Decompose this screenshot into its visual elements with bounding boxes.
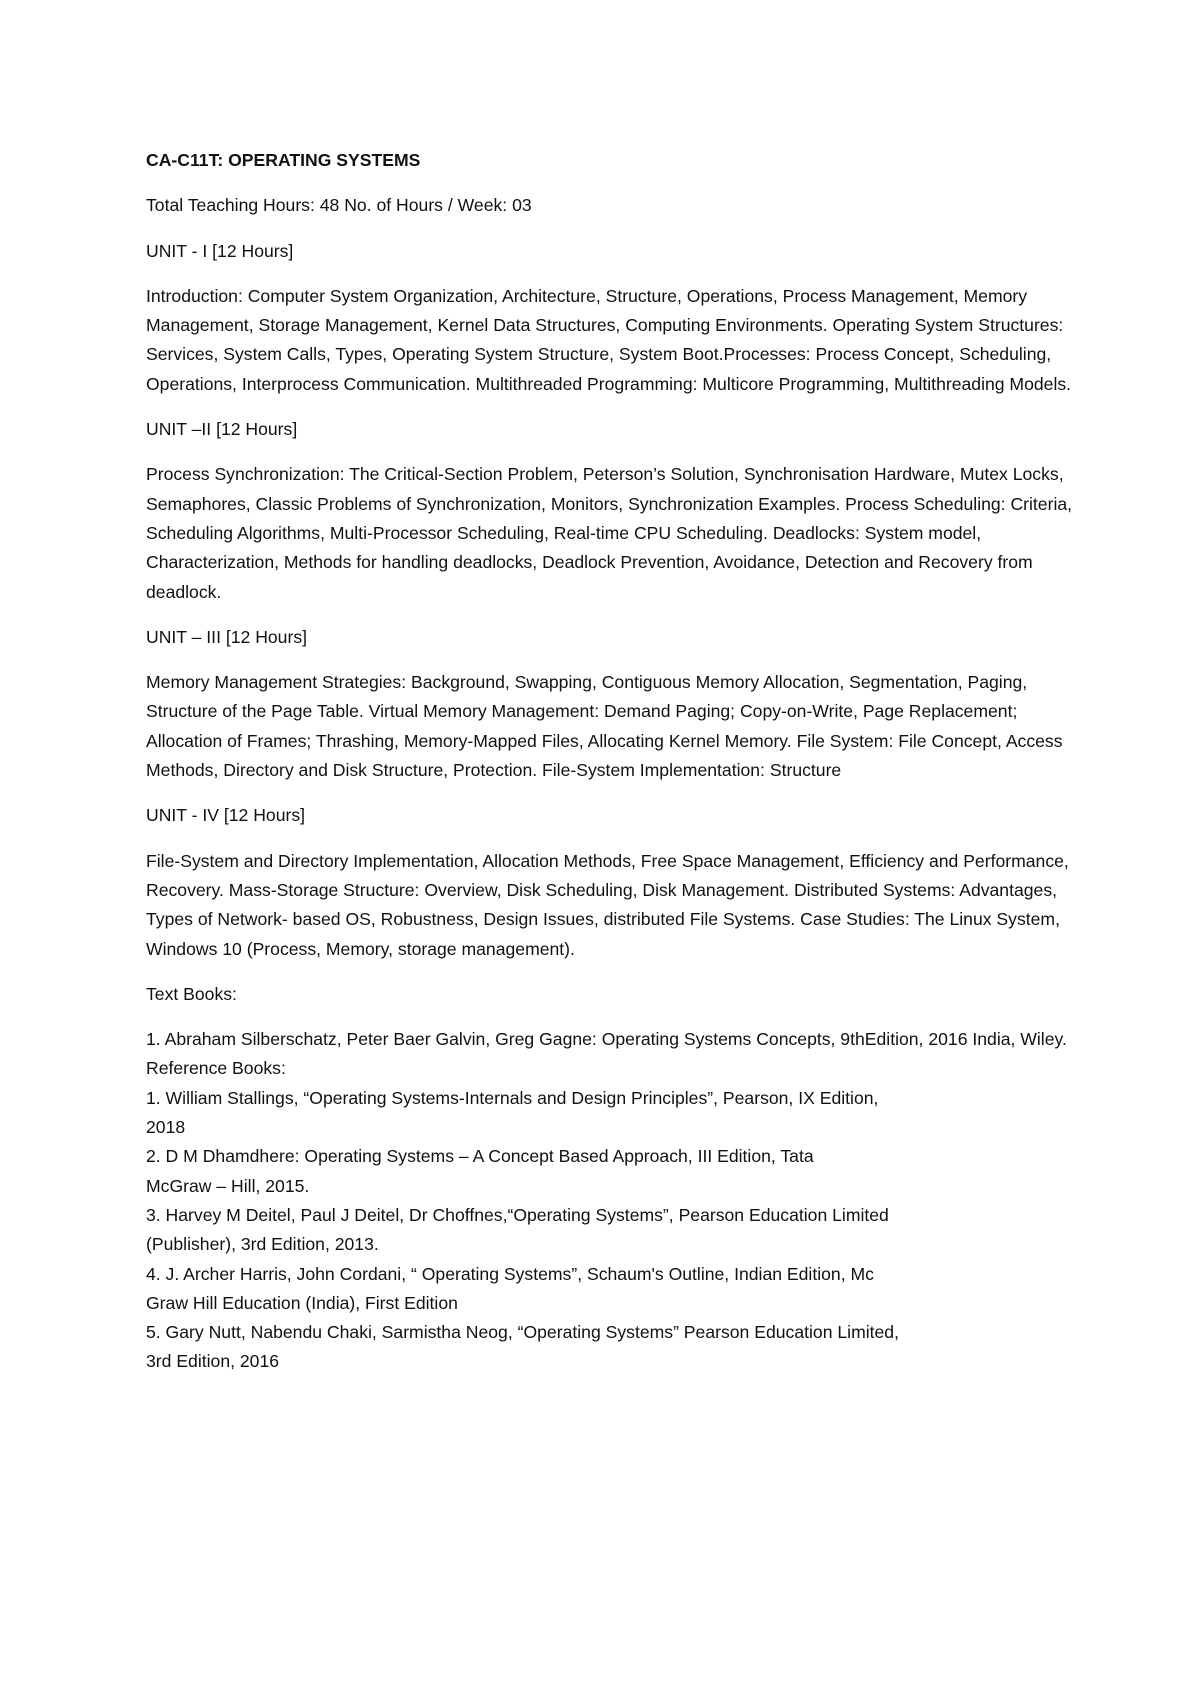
unit-4-heading: UNIT - IV [12 Hours] xyxy=(146,805,306,826)
text-book-item: 1. Abraham Silberschatz, Peter Baer Galvin, Greg Gagne: Operating Systems Concepts, 9thEdition, 2016 India, Wiley. xyxy=(146,1029,1067,1050)
reference-book-line: 2018 xyxy=(146,1117,186,1138)
unit-3-heading: UNIT – III [12 Hours] xyxy=(146,626,308,647)
unit-2-body: Process Synchronization: The Critical-Section Problem, Peterson’s Solution, Synchronisation Hardware, Mutex Locks, Semaphores, Classic Problems of Synchronization, Monitors, Synchronization Examples. Process Scheduling: Criteria, Scheduling Algorithms, Multi-Processor Scheduling, Real-time CPU Scheduling. Deadlocks: System model, Characterization, Methods for handling deadlocks, Deadlock Prevention, Avoidance, Detection and Recovery from deadlock. xyxy=(146,464,1073,602)
reference-book-line: Graw Hill Education (India), First Edition xyxy=(146,1292,458,1313)
reference-book-line: 1. William Stallings, “Operating Systems-Internals and Design Principles”, Pearson, IX Edition, xyxy=(146,1087,879,1108)
text-books-list xyxy=(146,1025,1076,1377)
unit-4-body: File-System and Directory Implementation, Allocation Methods, Free Space Management, Efficiency and Performance, Recovery. Mass-Storage Structure: Overview, Disk Scheduling, Disk Management. Distributed Systems: Advantages, Types of Network- based OS, Robustness, Design Issues, distributed File Systems. Case Studies: The Linux System, Windows 10 (Process, Memory, storage management). xyxy=(146,850,1069,959)
reference-book-line: 4. J. Archer Harris, John Cordani, “ Operating Systems”, Schaum's Outline, Indian Edition, Mc xyxy=(146,1263,874,1284)
reference-book-item-4 xyxy=(146,1260,1076,1319)
reference-book-line: McGraw – Hill, 2015. xyxy=(146,1175,310,1196)
reference-book-line: 3. Harvey M Deitel, Paul J Deitel, Dr Choffnes,“Operating Systems”, Pearson Education Limited xyxy=(146,1204,889,1225)
reference-book-item-3 xyxy=(146,1201,1076,1260)
teaching-hours: Total Teaching Hours: 48 No. of Hours / Week: 03 xyxy=(146,195,532,216)
reference-book-line: 3rd Edition, 2016 xyxy=(146,1351,280,1372)
reference-book-line: 2. D M Dhamdhere: Operating Systems – A Concept Based Approach, III Edition, Tata xyxy=(146,1146,814,1167)
reference-books-heading: Reference Books: xyxy=(146,1058,286,1079)
reference-book-line: (Publisher), 3rd Edition, 2013. xyxy=(146,1234,379,1255)
document-page xyxy=(146,146,1076,1377)
reference-book-item-2 xyxy=(146,1142,1076,1201)
document-title: CA-C11T: OPERATING SYSTEMS xyxy=(146,150,421,170)
unit-2-heading: UNIT –II [12 Hours] xyxy=(146,419,298,440)
reference-book-line: 5. Gary Nutt, Nabendu Chaki, Sarmistha Neog, “Operating Systems” Pearson Education Limited, xyxy=(146,1322,899,1343)
text-books-heading: Text Books: xyxy=(146,983,237,1004)
reference-book-item-1 xyxy=(146,1084,1076,1143)
unit-1-body: Introduction: Computer System Organization, Architecture, Structure, Operations, Process Management, Memory Management, Storage Management, Kernel Data Structures, Computing Environments. Operating System Structures: Services, System Calls, Types, Operating System Structure, System Boot.Processes: Process Concept, Scheduling, Operations, Interprocess Communication. Multithreaded Programming: Multicore Programming, Multithreading Models. xyxy=(146,285,1072,394)
unit-3-body: Memory Management Strategies: Background, Swapping, Contiguous Memory Allocation, Segmentation, Paging, Structure of the Page Table. Virtual Memory Management: Demand Paging; Copy-on-Write, Page Replacement; Allocation of Frames; Thrashing, Memory-Mapped Files, Allocating Kernel Memory. File System: File Concept, Access Methods, Directory and Disk Structure, Protection. File-System Implementation: Structure xyxy=(146,672,1063,781)
reference-book-item-5 xyxy=(146,1318,1076,1377)
unit-1-heading: UNIT - I [12 Hours] xyxy=(146,240,294,261)
